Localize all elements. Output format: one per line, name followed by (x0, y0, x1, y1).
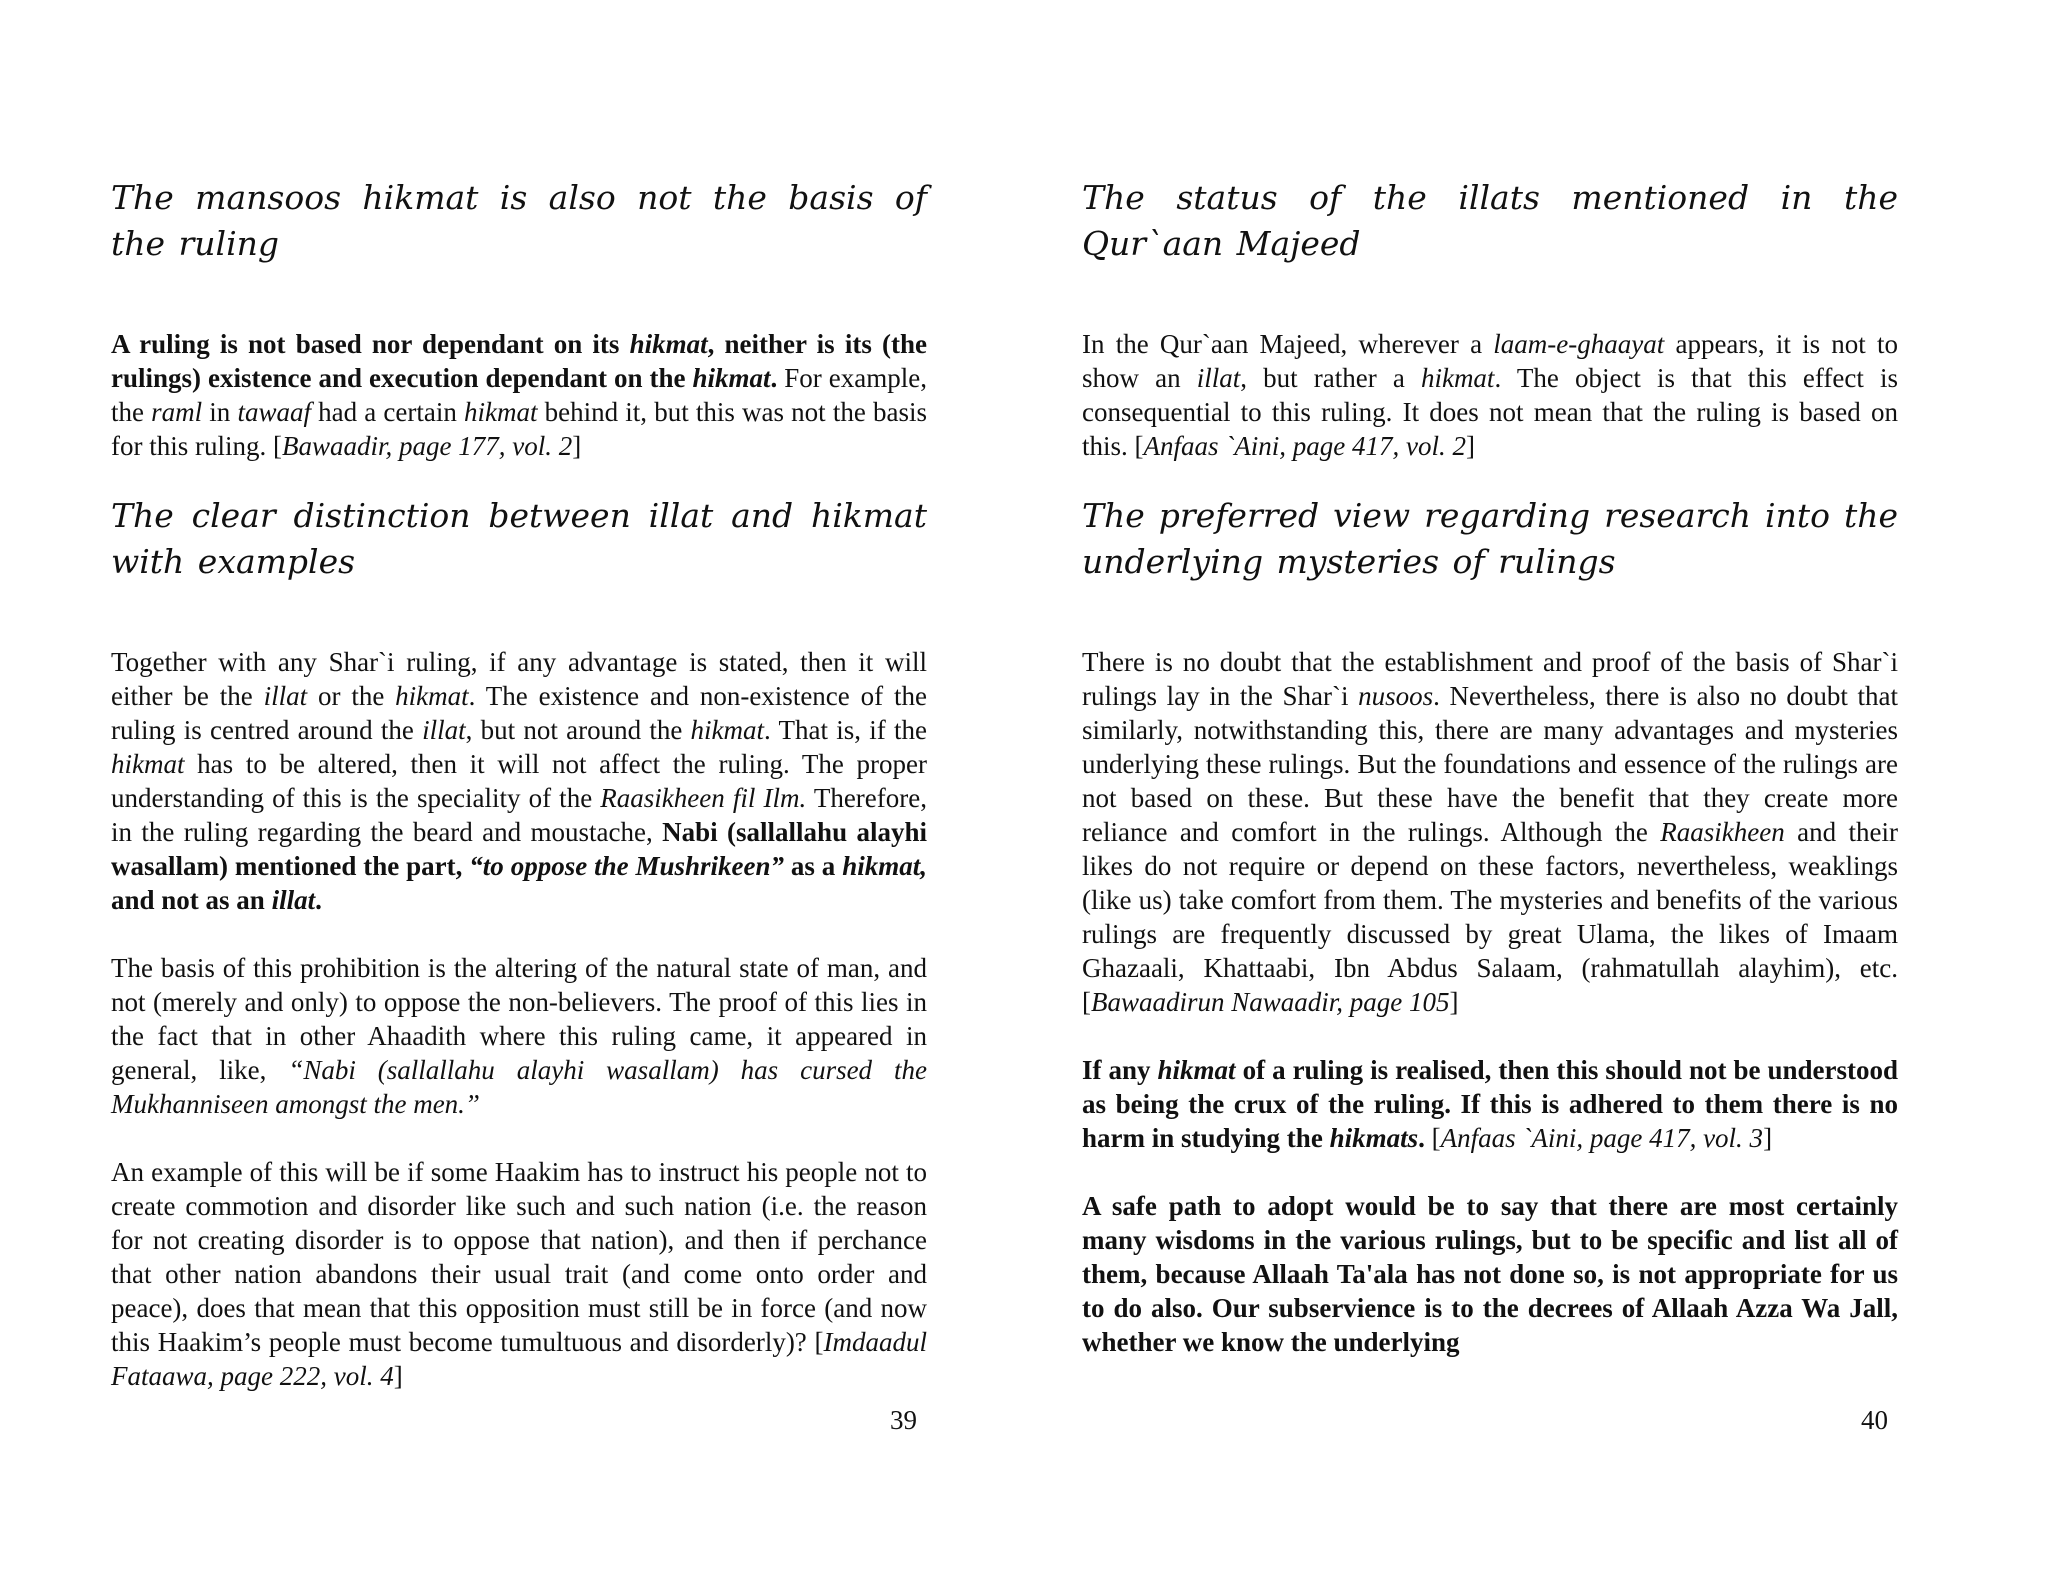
text-run: tawaaf (237, 397, 311, 427)
text-run: There is no doubt that the establishment and proof of the basis of Shar`i rulings lay in the Shar`i (1082, 647, 1898, 711)
text-run: In the Qur`aan Majeed, wherever a (1082, 329, 1494, 359)
text-run: , but not around the (465, 715, 691, 745)
page-number: 39 (890, 1405, 917, 1435)
text-run: The basis of this prohibition is the altering of the natural state of man, and not (merely and only) to oppose the non-believers. The proof of this lies in the fact that in other Ahaadith where this ruling came, it appeared in general, like, (111, 953, 927, 1085)
text-run: Anfaas `Aini, page 417, vol. 3 (1440, 1123, 1764, 1153)
text-run: illat (271, 885, 316, 915)
text-run: raml (151, 397, 203, 427)
text-run: “Nabi (sallallahu alayhi wasallam) has cursed the Mukhanniseen amongst the men.” (111, 1055, 927, 1119)
text-run: Nabi (sallallahu alayhi wasallam) mentioned the part, (111, 817, 927, 881)
page-number: 40 (1861, 1405, 1888, 1435)
text-run: hikmats (1329, 1123, 1419, 1153)
text-run: . The existence and non-existence of the ruling is centred around the (111, 681, 927, 745)
right-page (1082, 175, 1898, 1359)
text-run: hikmat, (842, 851, 927, 881)
paragraph (111, 1155, 927, 1393)
paragraph (1082, 327, 1898, 463)
text-run: ] (1763, 1123, 1773, 1153)
text-run: in (202, 397, 238, 427)
text-run: laam-e-ghaayat (1493, 329, 1665, 359)
text-run: Together with any Shar`i ruling, if any advantage is stated, then it will either be the (111, 647, 927, 711)
section-heading: The mansoos hikmat is also not the basis of the ruling (111, 178, 927, 263)
text-run: hikmat (395, 681, 469, 711)
paragraph (1082, 645, 1898, 1019)
text-run: hikmat (629, 329, 708, 359)
section-heading: The preferred view regarding research into the underlying mysteries of rulings (1082, 496, 1898, 581)
text-run: hikmat (690, 715, 765, 745)
text-run: appears, it is not to show an (1082, 329, 1898, 393)
text-run: hikmat (692, 363, 771, 393)
section-heading: The status of the illats mentioned in the Qur`aan Majeed (1082, 178, 1898, 263)
text-run: Anfaas `Aini, page 417, vol. 2 (1143, 431, 1466, 461)
text-run: of a ruling is realised, then this should not be understood as being the crux of the ruling. If this is adhered to them there is no harm in studying the (1082, 1055, 1898, 1153)
text-run: Raasikheen fil Ilm. (600, 783, 807, 813)
text-run: behind it, but this was not the basis for this ruling. [ (111, 397, 927, 461)
text-run: illat (422, 715, 466, 745)
text-run: . (770, 363, 778, 393)
text-run: ] (1449, 987, 1459, 1017)
text-run: . (1418, 1123, 1425, 1153)
text-run: hikmat (464, 397, 538, 427)
text-run: . The object is that this effect is consequential to this ruling. It does not mean that the ruling is based on this. [ (1082, 363, 1898, 461)
text-run: and not as an (111, 885, 272, 915)
text-run: , neither is its (the rulings) existence and execution dependant on the (111, 329, 927, 393)
paragraph (111, 327, 927, 463)
paragraph (111, 645, 927, 917)
text-run: ] (1465, 431, 1475, 461)
text-run: ] (393, 1361, 403, 1391)
text-run: . (315, 885, 322, 915)
text-run: An example of this will be if some Haakim has to instruct his people not to create commotion and disorder like such and such nation (i.e. the reason for not creating disorder is to oppose that nation), and then if perchance that other nation abandons their usual trait (and come onto order and peace), does that mean that this opposition must still be in force (and now this Haakim’s people must become tumultuous and disorderly)? [ (111, 1157, 927, 1357)
text-run: ] (572, 431, 582, 461)
text-run: hikmat (111, 749, 185, 779)
text-run: nusoos (1358, 681, 1434, 711)
section-heading: The clear distinction between illat and hikmat with examples (111, 496, 927, 581)
text-run: and their likes do not require or depend on these factors, nevertheless, weaklings (like us) take comfort from them. The mysteries and benefits of the various rulings are frequently discussed by great Ulama, the likes of Imaam Ghazaali, Khattaabi, Ibn Abdus Salaam, (rahmatullah alayhim), etc. [ (1082, 817, 1898, 1017)
text-run: had a certain (310, 397, 465, 427)
text-run: hikmat (1420, 363, 1495, 393)
text-run: Imdaadul Fataawa, page 222, vol. 4 (111, 1327, 927, 1391)
text-run: [ (1424, 1123, 1441, 1153)
text-run: , but rather a (1240, 363, 1421, 393)
text-run: “to oppose the Mushrikeen” (469, 851, 785, 881)
text-run: Bawaadir, page 177, vol. 2 (281, 431, 573, 461)
text-run: . Nevertheless, there is also no doubt that similarly, notwithstanding this, there are many advantages and mysteries underlying these rulings. But the foundations and essence of the rulings are not based on these. But these have the benefit that they create more reliance and comfort in the rulings. Although the (1082, 681, 1898, 847)
left-page (111, 175, 927, 1393)
text-run: A safe path to adopt would be to say that there are most certainly many wisdoms in the various rulings, but to be specific and list all of them, because Allaah Ta'ala has not done so, is not appropriate for us to do also. Our subservience is to the decrees of Allaah Azza Wa Jall, whether we know the underlying (1082, 1191, 1898, 1357)
text-run: For example, the (111, 363, 928, 427)
text-run: Bawaadirun Nawaadir, page 105 (1091, 987, 1450, 1017)
text-run: If any (1082, 1055, 1158, 1085)
text-run: illat (263, 681, 308, 711)
paragraph (111, 951, 927, 1121)
text-run: has to be altered, then it will not affect the ruling. The proper understanding of this is the speciality of the (111, 749, 927, 813)
text-run: . That is, if the (764, 715, 927, 745)
text-run: Raasikheen (1660, 817, 1785, 847)
paragraph (1082, 1189, 1898, 1359)
text-run: illat (1196, 363, 1241, 393)
text-run: hikmat (1157, 1055, 1236, 1085)
text-run: or the (307, 681, 396, 711)
text-run: A ruling is not based nor dependant on its (111, 329, 630, 359)
text-run: Therefore, in the ruling regarding the beard and moustache, (111, 783, 927, 847)
text-run: as a (784, 851, 843, 881)
paragraph (1082, 1053, 1898, 1155)
